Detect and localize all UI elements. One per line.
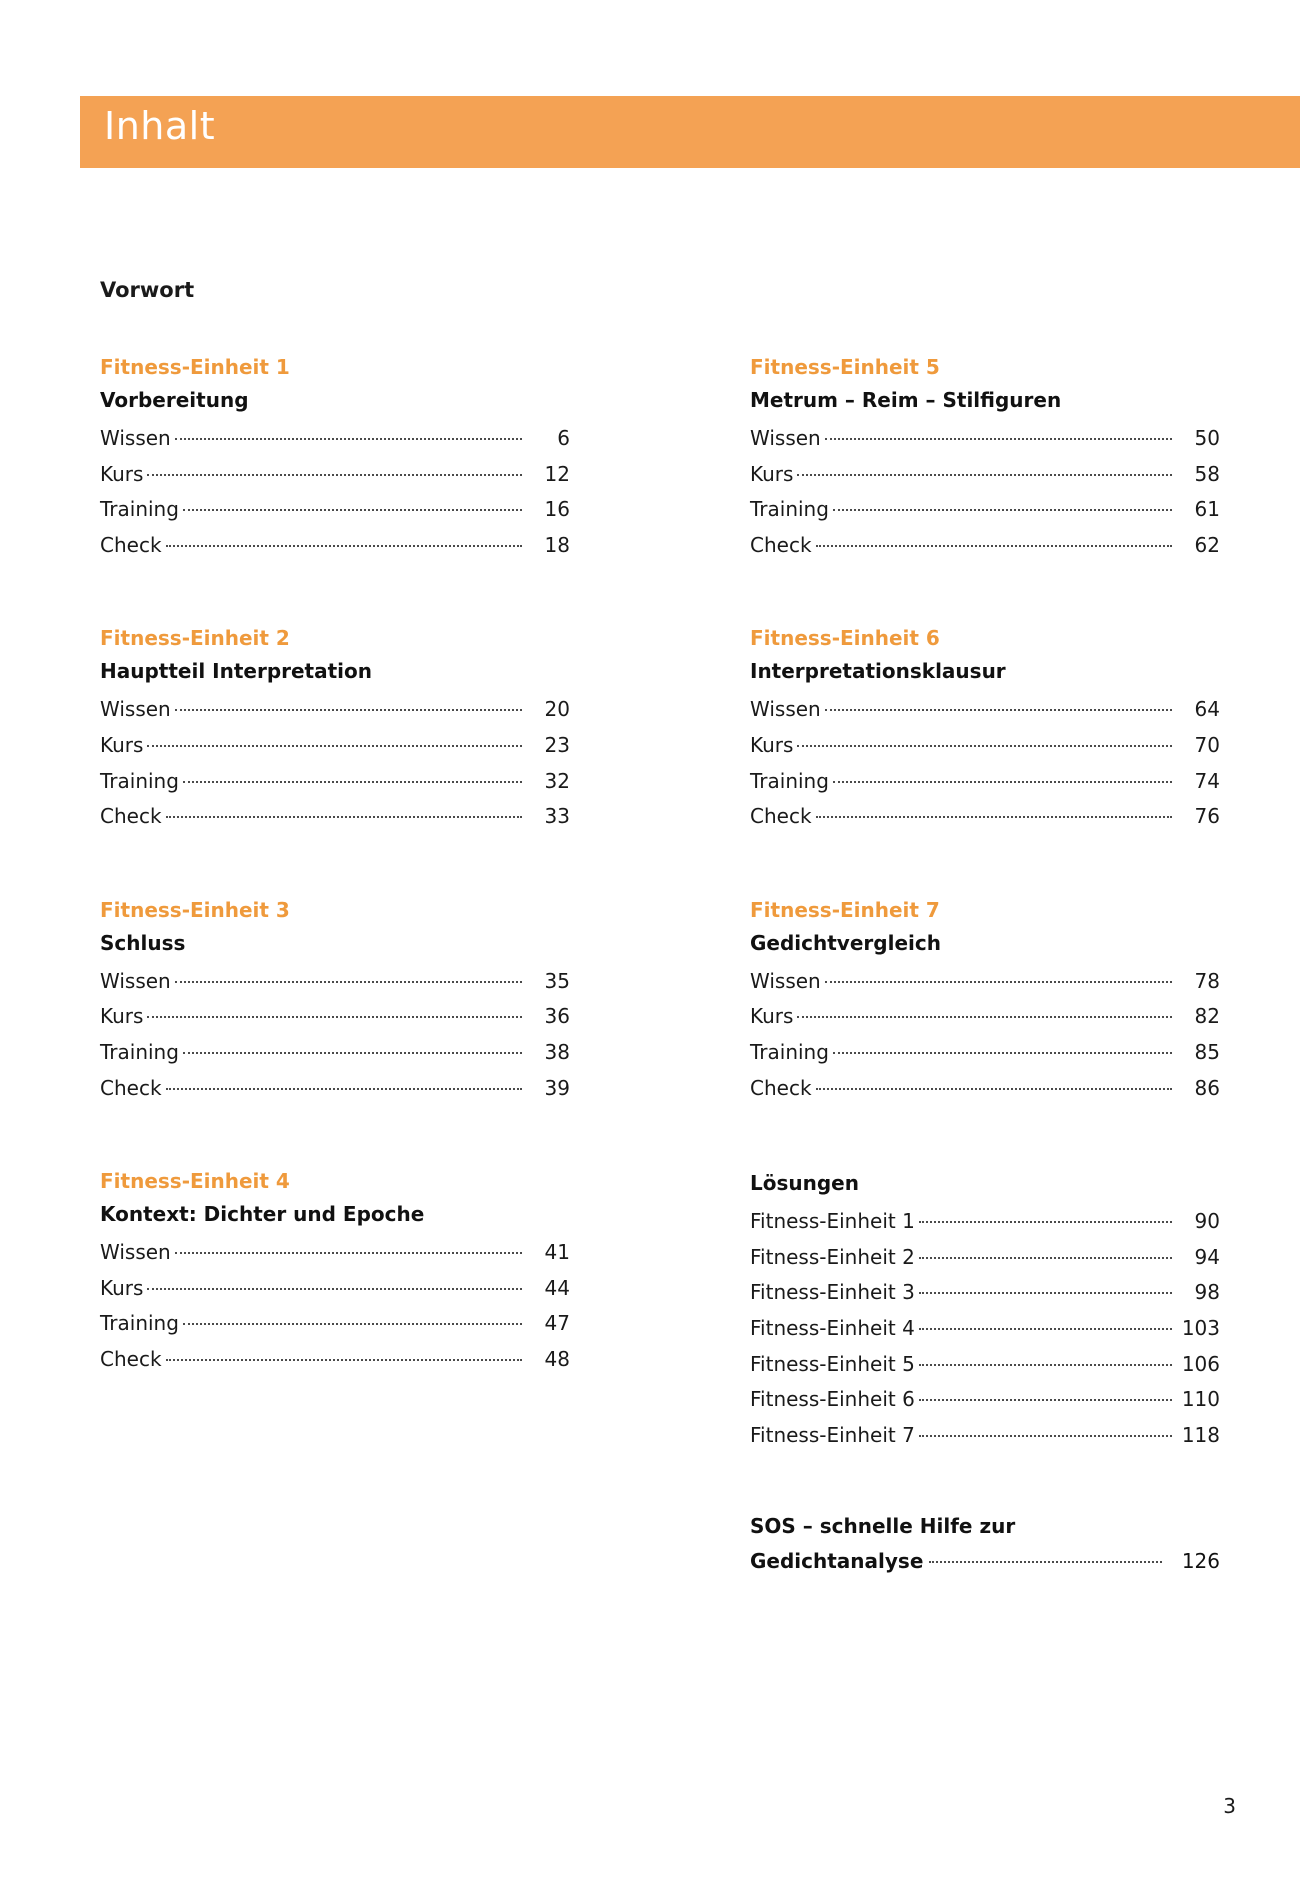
dot-leader [183,1052,522,1054]
toc-entry-page: 94 [1194,1244,1220,1269]
dot-leader [183,1323,522,1325]
toc-entry-label: Kurs [750,1004,794,1029]
dot-leader [833,509,1172,511]
toc-entry-page: 6 [557,426,570,450]
unit-title: Hauptteil Interpretation [100,659,373,684]
dot-leader [797,474,1172,476]
sos-page: 126 [1181,1549,1220,1574]
toc-entry-page: 62 [1194,532,1220,557]
toc-entry[interactable] [750,1275,1220,1311]
toc-entry-label: Training [100,1311,179,1336]
unit-label: Fitness-Einheit 4 [100,1169,290,1194]
toc-entry[interactable] [750,1204,1220,1240]
toc-unit [750,895,1300,1106]
toc-entry-label: Kurs [100,1275,144,1300]
toc-entry-label: Wissen [750,968,821,993]
toc-column-left [100,352,650,1639]
dot-leader [825,981,1172,983]
preface-label: Vorwort [100,278,195,302]
unit-title: Kontext: Dichter und Epoche [100,1202,425,1227]
dot-leader [175,709,522,711]
dot-leader [833,1052,1172,1054]
unit-label: Fitness-Einheit 7 [750,897,940,922]
toc-entry-page: 39 [544,1075,570,1100]
dot-leader [183,781,522,783]
toc-unit [100,352,650,563]
toc-entry-page: 47 [544,1311,570,1336]
toc-entry[interactable] [750,1311,1220,1347]
toc-entry[interactable] [100,1071,570,1107]
dot-leader [833,781,1172,783]
toc-entry-label: Check [750,532,812,557]
unit-label: Fitness-Einheit 2 [100,626,290,651]
page-title: Inhalt [104,104,216,148]
solutions-title: Lösungen [750,1171,859,1196]
toc-entry-page: 76 [1194,804,1220,829]
sos-title-line2-row [750,1544,1220,1579]
toc-entry[interactable] [750,999,1220,1035]
toc-entry[interactable] [750,1418,1220,1454]
toc-entry[interactable] [100,1306,570,1342]
toc-entry[interactable] [100,492,570,528]
toc-entry-label: Fitness-Einheit 5 [750,1351,915,1376]
dot-leader [166,1088,522,1090]
toc-entry-label: Check [100,1346,162,1371]
toc-entry-label: Training [100,768,179,793]
toc-entry-page: 64 [1194,697,1220,722]
dot-leader [919,1257,1172,1259]
toc-entry-label: Check [750,1075,812,1100]
toc-entry-page: 98 [1194,1280,1220,1305]
toc-entry-label: Check [750,804,812,829]
toc-entry[interactable] [750,1347,1220,1383]
toc-entry-label: Fitness-Einheit 4 [750,1315,915,1340]
toc-unit [750,352,1300,563]
toc-entry-page: 82 [1194,1004,1220,1029]
toc-entry-page: 32 [544,768,570,793]
toc-columns [0,352,1300,1639]
header-banner [80,96,1300,168]
dot-leader [147,474,522,476]
toc-entry-label: Wissen [100,968,171,993]
dot-leader [816,1088,1172,1090]
toc-entry-label: Training [100,1039,179,1064]
toc-entry[interactable] [100,1342,570,1378]
toc-entry-label: Kurs [100,732,144,757]
dot-leader [919,1364,1172,1366]
toc-entry-page: 86 [1194,1075,1220,1100]
toc-entry[interactable] [100,457,570,493]
toc-entry-page: 48 [544,1346,570,1371]
toc-entry-page: 44 [544,1275,570,1300]
toc-entry-page: 90 [1194,1209,1220,1234]
toc-entry[interactable] [100,692,570,728]
toc-unit [100,895,650,1106]
unit-title: Gedichtvergleich [750,930,941,955]
toc-entry-page: 118 [1181,1422,1220,1447]
toc-entry[interactable] [100,528,570,564]
toc-entry[interactable] [750,421,1220,457]
toc-entry-page: 20 [544,697,570,722]
toc-entry[interactable] [750,1035,1220,1071]
toc-entry[interactable] [750,1382,1220,1418]
toc-entry-label: Fitness-Einheit 2 [750,1244,915,1269]
toc-unit [100,623,650,834]
dot-leader [825,438,1172,440]
dot-leader [175,1252,522,1254]
toc-entry[interactable] [750,1071,1220,1107]
dot-leader [797,1016,1172,1018]
unit-title: Schluss [100,930,186,955]
toc-entry[interactable] [100,999,570,1035]
unit-label: Fitness-Einheit 5 [750,355,940,379]
dot-leader [919,1221,1172,1223]
toc-entry[interactable] [100,728,570,764]
toc-entry[interactable] [750,728,1220,764]
toc-entry-label: Training [750,768,829,793]
toc-entry-page: 16 [544,497,570,522]
unit-title: Metrum – Reim – Stilfiguren [750,388,1062,412]
toc-entry-page: 85 [1194,1039,1220,1064]
toc-entry-label: Wissen [750,426,821,450]
toc-entry-page: 18 [544,532,570,557]
dot-leader [919,1399,1172,1401]
unit-label: Fitness-Einheit 1 [100,355,290,379]
toc-entry-label: Wissen [100,426,171,450]
toc-entry-label: Check [100,804,162,829]
toc-entry-label: Training [750,497,829,522]
toc-entry-page: 58 [1194,461,1220,486]
toc-entry[interactable] [750,457,1220,493]
toc-entry[interactable] [100,421,570,457]
toc-entry-page: 23 [544,732,570,757]
toc-entry[interactable] [100,799,570,835]
dot-leader [797,745,1172,747]
toc-entry[interactable] [750,799,1220,835]
toc-entry-page: 110 [1181,1387,1220,1412]
toc-entry[interactable] [100,1235,570,1271]
toc-entry-label: Training [100,497,179,522]
toc-entry-label: Fitness-Einheit 7 [750,1422,915,1447]
toc-entry-page: 41 [544,1240,570,1265]
sos-section[interactable] [750,1509,1300,1579]
toc-entry[interactable] [750,1240,1220,1276]
toc-entry-page: 12 [544,461,570,486]
toc-entry[interactable] [100,764,570,800]
toc-entry-label: Fitness-Einheit 1 [750,1209,915,1234]
toc-entry-page: 70 [1194,732,1220,757]
toc-entry-page: 33 [544,804,570,829]
toc-entry-label: Fitness-Einheit 6 [750,1387,915,1412]
dot-leader [175,981,522,983]
toc-entry-label: Check [100,1075,162,1100]
toc-entry-label: Check [100,532,162,557]
dot-leader [919,1328,1172,1330]
toc-entry-label: Kurs [100,1004,144,1029]
toc-entry-label: Kurs [100,461,144,486]
toc-entry-page: 61 [1194,497,1220,522]
toc-entry-label: Wissen [750,697,821,722]
dot-leader [175,438,522,440]
dot-leader [816,816,1172,818]
toc-entry-label: Kurs [750,732,794,757]
dot-leader [147,745,522,747]
page-number: 3 [1223,1794,1236,1818]
toc-entry[interactable] [750,764,1220,800]
toc-entry[interactable] [750,692,1220,728]
toc-entry-page: 35 [544,968,570,993]
toc-entry-label: Training [750,1039,829,1064]
dot-leader [825,709,1172,711]
dot-leader [919,1435,1172,1437]
toc-entry[interactable] [750,492,1220,528]
dot-leader [147,1288,522,1290]
dot-leader [166,545,522,547]
toc-entry-label: Wissen [100,1240,171,1265]
toc-entry-page: 106 [1181,1351,1220,1376]
dot-leader [166,816,522,818]
unit-title: Interpretationsklausur [750,659,1006,684]
dot-leader [816,545,1172,547]
sos-title-line2: Gedichtanalyse [750,1549,924,1574]
unit-title: Vorbereitung [100,388,249,412]
sos-title-line1: SOS – schnelle Hilfe zur [750,1514,1016,1539]
dot-leader [183,509,522,511]
toc-unit [750,623,1300,834]
toc-entry-page: 50 [1194,426,1220,450]
toc-unit [100,1166,650,1377]
toc-entry-label: Fitness-Einheit 3 [750,1280,915,1305]
dot-leader [919,1292,1172,1294]
toc-entry[interactable] [750,964,1220,1000]
toc-entry[interactable] [750,528,1220,564]
toc-entry-page: 103 [1181,1315,1220,1340]
dot-leader [929,1561,1162,1563]
dot-leader [166,1359,522,1361]
toc-entry-page: 74 [1194,768,1220,793]
toc-entry-page: 38 [544,1039,570,1064]
toc-column-right [750,352,1300,1639]
toc-entry-label: Wissen [100,697,171,722]
toc-entry[interactable] [100,1035,570,1071]
toc-entry[interactable] [100,964,570,1000]
solutions-section [750,1166,1300,1579]
dot-leader [147,1016,522,1018]
unit-label: Fitness-Einheit 6 [750,626,940,651]
toc-entry-page: 36 [544,1004,570,1029]
unit-label: Fitness-Einheit 3 [100,897,290,922]
toc-entry-page: 78 [1194,968,1220,993]
toc-entry-label: Kurs [750,461,794,486]
toc-entry[interactable] [100,1271,570,1307]
